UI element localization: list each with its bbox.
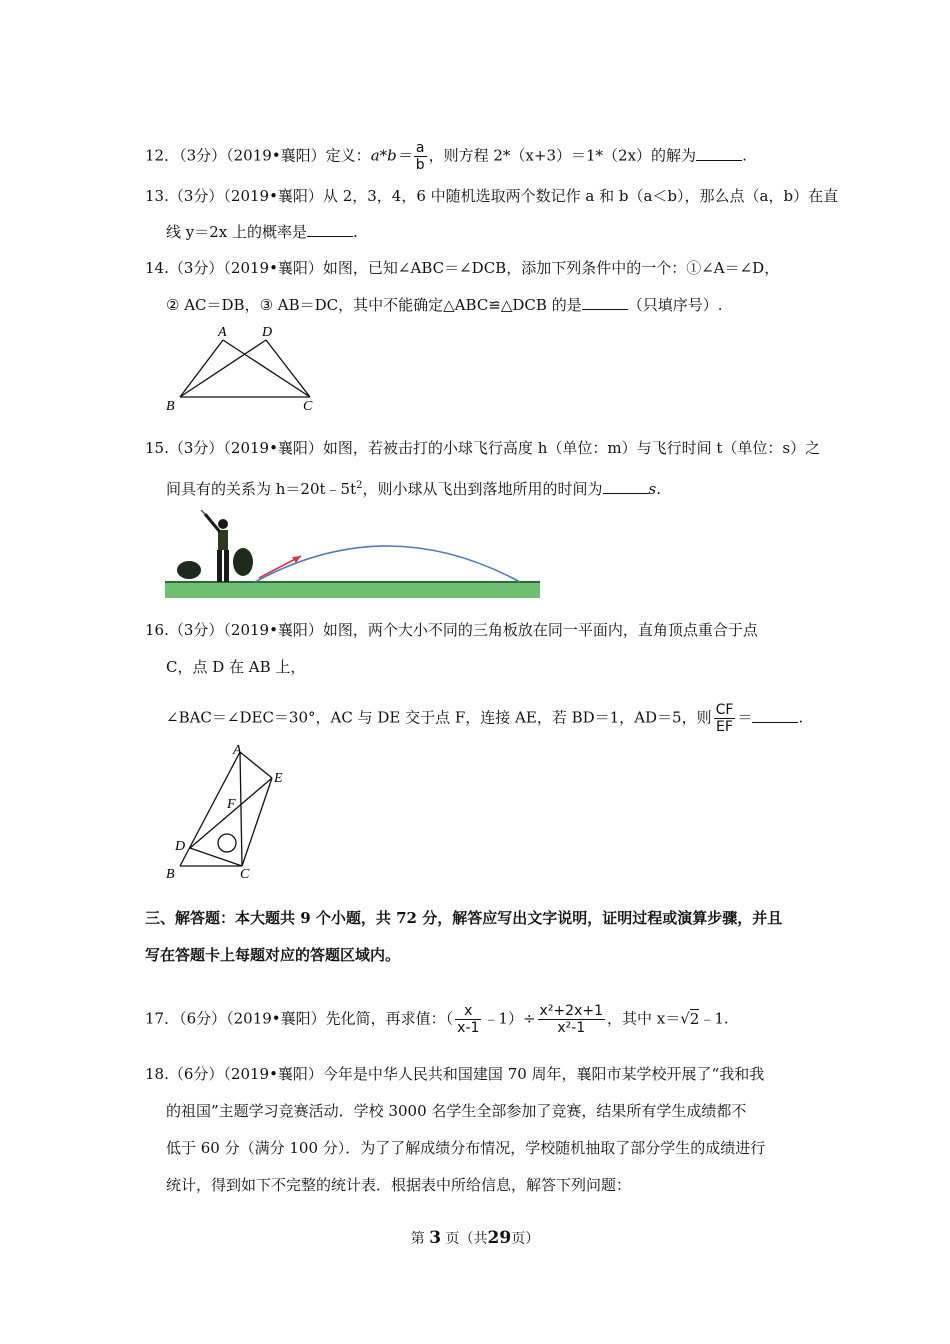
trajectory-arc	[255, 546, 520, 582]
label-C: C	[303, 399, 313, 414]
label-E: E	[274, 771, 283, 786]
q16-line3: ∠BAC＝∠DEC＝30°，AC 与 DE 交于点 F，连接 AE，若 BD＝1，AD＝5，则 $\frac{CF}{EF}$ ＝ .	[166, 702, 804, 735]
q14-figure	[160, 320, 330, 415]
sqrt-sign: √2	[680, 1009, 700, 1028]
q17-text: 17．（6分）（2019•襄阳）先化简，再求值：（ $\frac{x}{x-1}$ ﹣1）÷ $\frac{\text{x²+2x+1}}{\text{x²-1}}$ ，其中 x＝√2﹣1.	[145, 1003, 729, 1036]
label-C: C	[240, 867, 250, 882]
q16-fraction: $\frac{CF}{EF}$	[715, 702, 734, 735]
answer-blank	[696, 146, 742, 161]
section3-heading-line2: 写在答题卡上每题对应的答题区域内。	[145, 946, 401, 964]
q16-line1: 16.（3分）（2019•襄阳）如图，两个大小不同的三角板放在同一平面内，直角顶点重合于点	[145, 621, 758, 639]
page-footer: 第 3 页（共29页）	[410, 1228, 540, 1248]
total-pages: 29	[487, 1228, 512, 1248]
label-B: B	[166, 399, 175, 414]
q18-line1: 18.（6分）（2019•襄阳）今年是中华人民共和国建国 70 周年，襄阳市某学校开展了“我和我	[145, 1065, 765, 1083]
q16-line2: C，点 D 在 AB 上，	[166, 658, 306, 676]
q18-line3: 低于 60 分（满分 100 分）．为了了解成绩分布情况，学校随机抽取了部分学生的成绩进行	[166, 1139, 766, 1157]
q18-line2: 的祖国”主题学习竞赛活动．学校 3000 名学生全部参加了竞赛，结果所有学生成绩都不	[166, 1102, 747, 1120]
label-A: A	[233, 743, 242, 758]
q15-line1: 15.（3分）（2019•襄阳）如图，若被击打的小球飞行高度 h（单位：m）与飞行时间 t（单位：s）之	[145, 439, 821, 457]
label-A: A	[218, 325, 227, 340]
answer-blank	[603, 479, 649, 494]
q15-line2: 间具有的关系为 $h=20t﹣5t^2$，则小球从飞出到落地所用的时间为 s.	[166, 480, 661, 498]
label-F: F	[227, 797, 236, 812]
label-D: D	[175, 839, 186, 854]
label-D: D	[262, 325, 273, 340]
q14-line1: 14.（3分）（2019•襄阳）如图，已知∠ABC＝∠DCB，添加下列条件中的一个：①∠A＝∠D，	[145, 259, 780, 277]
q12-fraction: $\frac{a}{b}$	[415, 140, 425, 173]
answer-blank	[752, 708, 798, 723]
answer-blank	[307, 222, 353, 237]
answer-blank	[582, 295, 628, 310]
q16-figure	[160, 740, 300, 885]
q18-line4: 统计，得到如下不完整的统计表．根据表中所给信息，解答下列问题：	[166, 1176, 632, 1194]
q17-fraction-2: $\frac{\text{x²+2x+1}}{\text{x²-1}}$	[539, 1003, 603, 1036]
q14-line2: ② AC＝DB，③ AB＝DC，其中不能确定△ABC≌△DCB 的是 （只填序号）.	[166, 296, 723, 314]
label-B: B	[166, 867, 175, 882]
section3-heading-line1: 三、解答题：本大题共 9 个小题，共 72 分，解答应写出文字说明，证明过程或演算步骤，并且	[145, 909, 783, 927]
tree-icon	[233, 548, 253, 576]
tree-icon	[177, 561, 201, 579]
q13-line2: 线 y＝2x 上的概率是 .	[166, 223, 358, 241]
page-number: 3	[429, 1228, 442, 1248]
q15-golf-figure	[165, 510, 540, 600]
golfer-icon	[201, 510, 229, 582]
q12-text: 12．（3分）（2019•襄阳）定义：a*b＝ $\frac{a}{b}$ ，则方程 2*（x+3）＝1*（2x）的解为 .	[145, 140, 747, 173]
q17-fraction-1: $\frac{x}{x-1}$	[457, 1003, 480, 1036]
q13-line1: 13.（3分）（2019•襄阳）从 2，3，4，6 中随机选取两个数记作 a 和 b（a＜b），那么点（a，b）在直	[145, 187, 839, 205]
